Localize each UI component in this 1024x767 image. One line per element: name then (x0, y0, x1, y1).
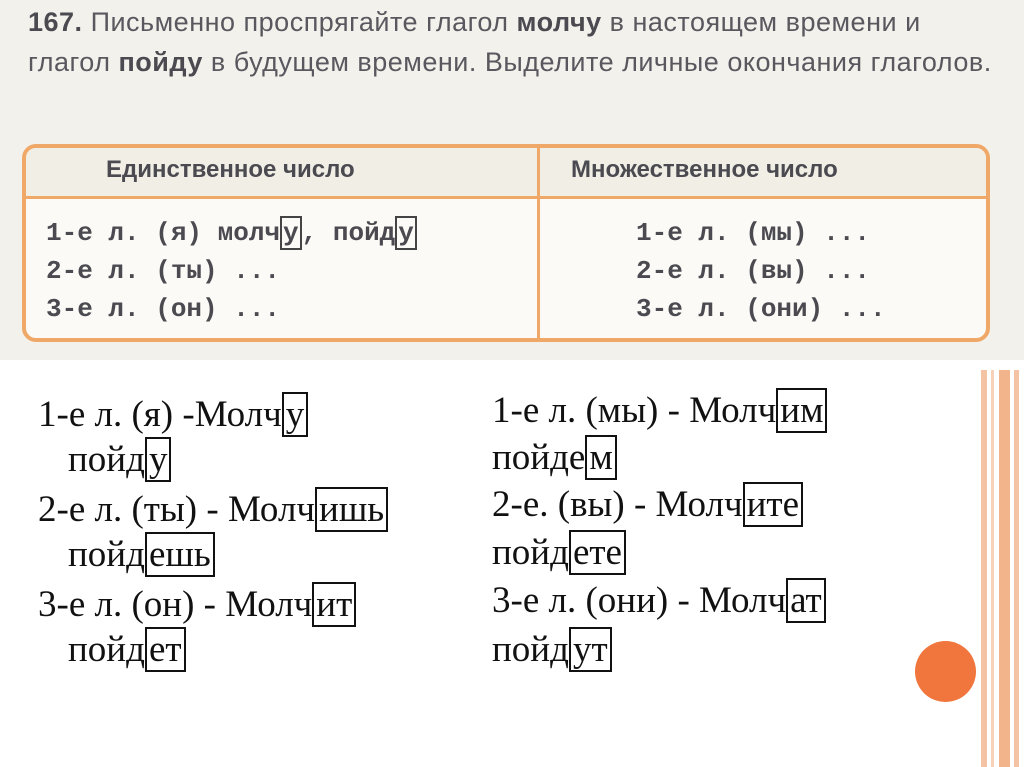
ending-box: ет (145, 627, 186, 672)
task-number: 167. (28, 7, 83, 37)
task-verb-1: молчу (516, 7, 602, 37)
ending-box: ишь (315, 487, 388, 532)
ending-box: ат (786, 578, 826, 623)
ending-box: м (585, 435, 616, 480)
answer-left-2a: 2-е л. (ты) - Молч ишь (38, 487, 388, 533)
ending-box: ит (312, 582, 356, 627)
table-singular-row-2: 2-е л. (ты) ... (46, 256, 281, 286)
table-plural-row-1: 1-е л. (мы) ... (636, 218, 871, 248)
answer-left-1a: 1-е л. (я) -Молч у (38, 392, 308, 438)
ending-box: им (776, 388, 827, 433)
decor-circle (915, 641, 976, 702)
ending-box: ете (569, 530, 626, 575)
header-singular: Единственное число (106, 156, 355, 183)
textbook-scan (0, 0, 1024, 360)
answer-right-2b: пойд ете (492, 530, 626, 576)
answer-right-3b: пойд ут (492, 627, 612, 673)
ending-box: у (282, 392, 309, 437)
ending-box: у (145, 437, 172, 482)
conjugation-table (22, 144, 990, 342)
header-plural: Множественное число (571, 156, 838, 183)
answer-right-1b: пойде м (492, 435, 617, 481)
answer-left-2b: пойд ешь (68, 532, 215, 578)
table-plural-row-3: 3-е л. (они) ... (636, 294, 886, 324)
answer-left-3b: пойд ет (68, 627, 186, 673)
task-text-mid: в настоящем времени и глагол (28, 7, 921, 77)
ending-box: ешь (145, 532, 215, 577)
answer-right-1a: 1-е л. (мы) - Молч им (492, 388, 827, 434)
table-singular-row-3: 3-е л. (он) ... (46, 294, 281, 324)
table-singular-row-1: 1-е л. (я) молч у , пойд у (46, 218, 417, 248)
answer-right-3a: 3-е л. (они) - Молч ат (492, 578, 826, 624)
ending-box: ите (743, 482, 803, 527)
decor-stripe (991, 370, 994, 767)
decor-stripe (999, 370, 1010, 767)
table-divider (537, 148, 540, 338)
ending-box: у (395, 216, 417, 250)
decor-stripe (1014, 370, 1019, 767)
ending-box: у (280, 216, 302, 250)
task-instruction (28, 2, 1008, 82)
task-verb-2: пойду (118, 47, 203, 77)
task-text-before: Письменно проспрягайте глагол (82, 7, 517, 37)
ending-box: ут (569, 627, 612, 672)
task-text-after: в будущем времени. Выделите личные окончания глаголов. (202, 47, 992, 77)
decor-stripe (981, 370, 987, 767)
answer-right-2a: 2-е. (вы) - Молч ите (492, 482, 803, 528)
answer-left-1b: пойд у (68, 437, 171, 483)
table-plural-row-2: 2-е л. (вы) ... (636, 256, 871, 286)
answer-left-3a: 3-е л. (он) - Молч ит (38, 582, 356, 628)
